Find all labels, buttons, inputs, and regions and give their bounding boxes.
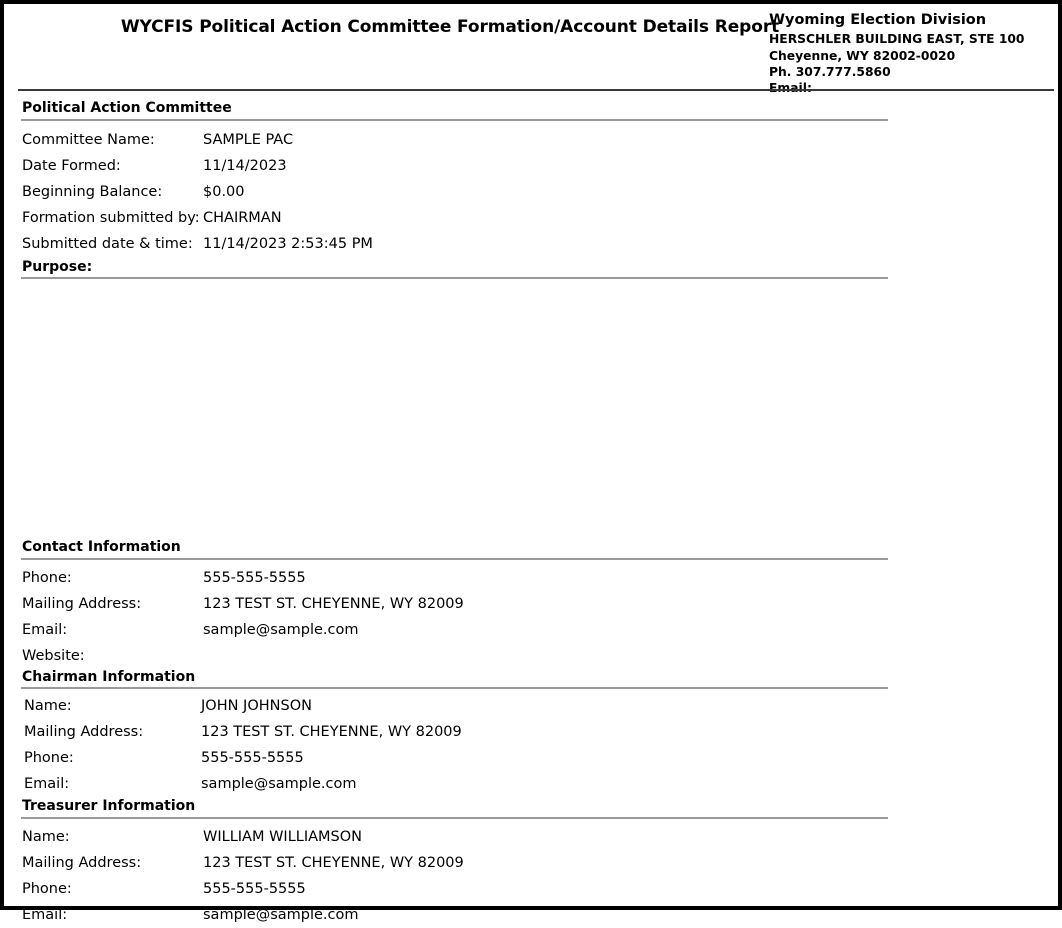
field-value: $0.00 — [203, 183, 245, 200]
field-value: 555-555-5555 — [201, 750, 304, 766]
header-divider — [18, 89, 1054, 91]
field-value: sample@sample.com — [203, 621, 359, 638]
field-row — [4, 231, 1058, 257]
report-header — [4, 4, 1058, 96]
agency-address-line-1: HERSCHLER BUILDING EAST, STE 100 — [769, 32, 1025, 47]
treasurer-field-list — [4, 819, 1058, 928]
field-label: Mailing Address: — [24, 724, 144, 740]
section-chairman-information — [4, 669, 1058, 798]
field-label: Email: — [24, 776, 70, 792]
section-contact-information — [4, 537, 1058, 669]
page-title: WYCFIS Political Action Committee Formation/Account Details Report — [120, 17, 780, 37]
section-purpose — [4, 257, 1058, 538]
section-title-contact-information: Contact Information — [22, 539, 181, 555]
field-label: Formation submitted by: — [22, 209, 200, 226]
field-row — [4, 745, 1058, 771]
field-value: JOHN JOHNSON — [201, 698, 312, 714]
section-title-political-action-committee: Political Action Committee — [22, 100, 232, 116]
field-value: 11/14/2023 2:53:45 PM — [203, 235, 373, 252]
field-row — [4, 902, 1058, 928]
field-label: Date Formed: — [22, 157, 121, 174]
field-label: Beginning Balance: — [22, 183, 163, 200]
field-row — [4, 153, 1058, 179]
field-label: Phone: — [22, 880, 72, 897]
field-value: 555-555-5555 — [203, 569, 306, 586]
agency-address-block — [769, 11, 1059, 97]
field-label: Mailing Address: — [22, 854, 142, 871]
report-body — [4, 92, 1058, 928]
field-label: Mailing Address: — [22, 595, 142, 612]
field-value: 555-555-5555 — [203, 880, 306, 897]
field-label: Name: — [22, 828, 70, 845]
field-label: Email: — [22, 906, 68, 923]
field-value: SAMPLE PAC — [203, 131, 294, 148]
chairman-field-list — [4, 689, 1058, 797]
field-label: Submitted date & time: — [22, 235, 193, 252]
field-value: WILLIAM WILLIAMSON — [203, 828, 363, 845]
field-label: Name: — [24, 698, 72, 714]
field-value: 123 TEST ST. CHEYENNE, WY 82009 — [201, 724, 462, 740]
field-row — [4, 127, 1058, 153]
field-value: sample@sample.com — [203, 906, 359, 923]
field-row — [4, 850, 1058, 876]
section-title-purpose: Purpose: — [22, 258, 93, 275]
field-row — [4, 205, 1058, 231]
field-label: Committee Name: — [22, 131, 155, 148]
field-row — [4, 719, 1058, 745]
field-row — [4, 643, 1058, 669]
section-treasurer-information — [4, 797, 1058, 928]
field-value: sample@sample.com — [201, 776, 357, 792]
agency-address-line-2: Cheyenne, WY 82002-0020 — [769, 48, 956, 63]
field-row — [4, 179, 1058, 205]
agency-email: Email: — [769, 81, 812, 96]
section-political-action-committee — [4, 92, 1058, 257]
field-value: 123 TEST ST. CHEYENNE, WY 82009 — [203, 854, 464, 871]
field-row — [4, 771, 1058, 797]
field-row — [4, 824, 1058, 850]
field-value: CHAIRMAN — [203, 209, 282, 226]
agency-phone: Ph. 307.777.5860 — [769, 64, 891, 79]
agency-name: Wyoming Election Division — [769, 12, 987, 28]
field-value: 123 TEST ST. CHEYENNE, WY 82009 — [203, 595, 464, 612]
field-label: Website: — [22, 647, 85, 664]
field-row — [4, 876, 1058, 902]
section-title-chairman-information: Chairman Information — [22, 668, 196, 685]
field-label: Phone: — [22, 569, 72, 586]
field-row — [4, 693, 1058, 719]
field-row — [4, 565, 1058, 591]
section-title-treasurer-information: Treasurer Information — [22, 798, 196, 814]
contact-field-list — [4, 560, 1058, 669]
field-row — [4, 617, 1058, 643]
field-label: Email: — [22, 621, 68, 638]
purpose-text — [4, 279, 1058, 537]
pac-field-list — [4, 121, 1058, 257]
field-label: Phone: — [24, 750, 74, 766]
field-value: 11/14/2023 — [203, 157, 287, 174]
field-row — [4, 591, 1058, 617]
